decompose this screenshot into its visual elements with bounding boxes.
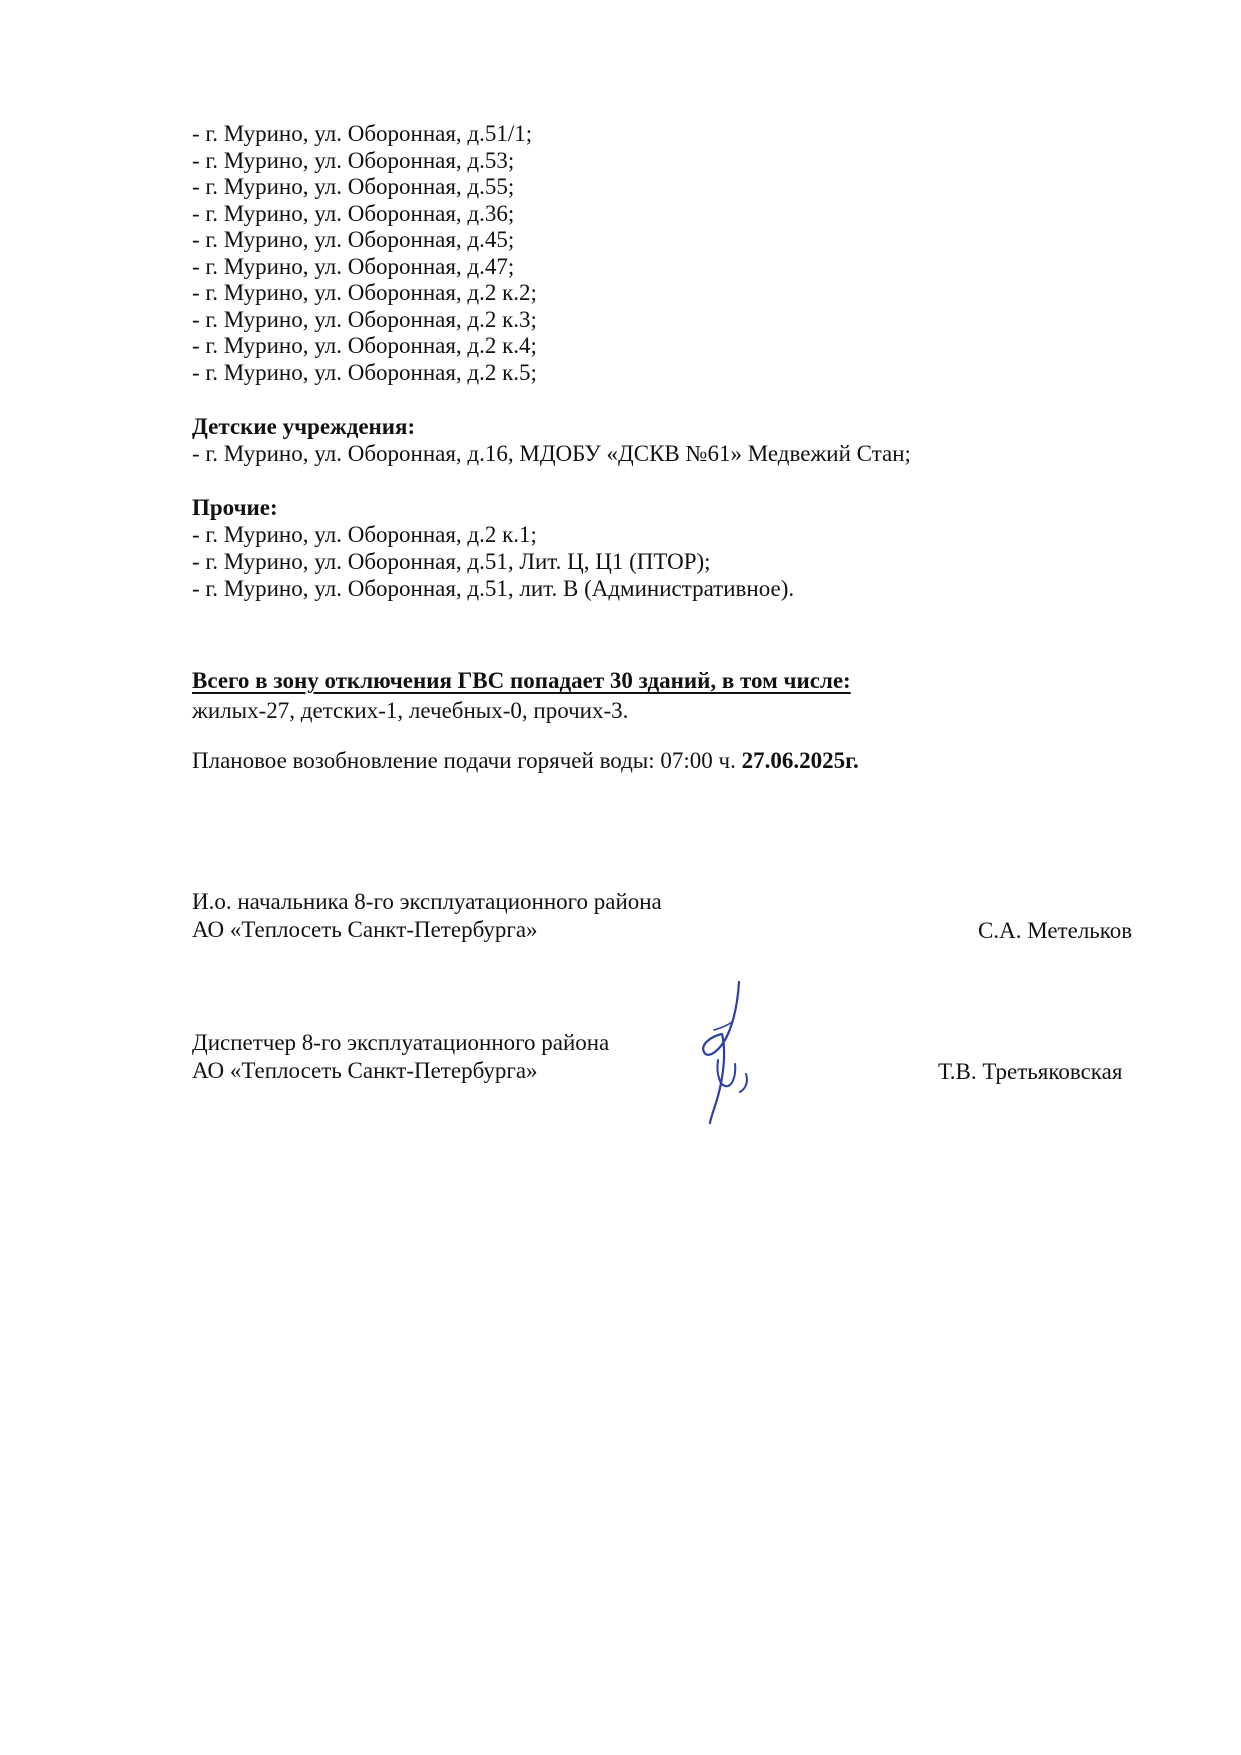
other-heading: Прочие:: [192, 495, 278, 520]
residential-address-list: [192, 121, 537, 386]
address-item: - г. Мурино, ул. Оборонная, д.36;: [192, 200, 515, 226]
resume-text: Плановое возобновление подачи горячей воды: 07:00 ч.: [192, 748, 742, 773]
signatory-name: С.А. Метельков: [978, 918, 1133, 943]
other-item: - г. Мурино, ул. Оборонная, д.51, Лит. Ц, Ц1 (ПТОР);: [192, 549, 711, 574]
signatory-organization: АО «Теплосеть Санкт-Петербурга»: [192, 917, 538, 942]
signatory-organization: АО «Теплосеть Санкт-Петербурга»: [192, 1058, 538, 1083]
total-summary: [192, 666, 851, 726]
other-item: - г. Мурино, ул. Оборонная, д.51, лит. В (Административное).: [192, 576, 795, 601]
signatory-name: Т.В. Третьяковская: [938, 1059, 1123, 1084]
signatory-position: Диспетчер 8-го эксплуатационного района: [192, 1030, 610, 1055]
resume-notice: [192, 748, 859, 774]
address-item: - г. Мурино, ул. Оборонная, д.2 к.3;: [192, 306, 537, 332]
total-breakdown: жилых-27, детских-1, лечебных-0, прочих-3.: [192, 698, 629, 723]
resume-date: 27.06.2025г.: [741, 748, 859, 773]
address-item: - г. Мурино, ул. Оборонная, д.2 к.2;: [192, 280, 537, 305]
address-item: - г. Мурино, ул. Оборонная, д.45;: [192, 227, 515, 252]
signatory-position: И.о. начальника 8-го эксплуатационного района: [192, 889, 662, 914]
signatory-block: [192, 1029, 609, 1085]
other-item: - г. Мурино, ул. Оборонная, д.2 к.1;: [192, 522, 537, 547]
address-item: - г. Мурино, ул. Оборонная, д.2 к.4;: [192, 333, 537, 358]
signatory-block: [192, 888, 662, 944]
address-item: - г. Мурино, ул. Оборонная, д.53;: [192, 147, 515, 173]
total-heading: Всего в зону отключения ГВС попадает 30 зданий, в том числе:: [192, 668, 851, 693]
handwritten-signature-icon: [688, 978, 758, 1128]
address-item: - г. Мурино, ул. Оборонная, д.51/1;: [192, 121, 533, 146]
children-section: [192, 413, 911, 467]
address-item: - г. Мурино, ул. Оборонная, д.55;: [192, 174, 515, 199]
children-item: - г. Мурино, ул. Оборонная, д.16, МДОБУ «ДСКВ №61» Медвежий Стан;: [192, 441, 911, 466]
children-heading: Детские учреждения:: [192, 414, 416, 439]
address-item: - г. Мурино, ул. Оборонная, д.2 к.5;: [192, 359, 537, 385]
address-item: - г. Мурино, ул. Оборонная, д.47;: [192, 253, 515, 279]
other-section: [192, 494, 794, 602]
